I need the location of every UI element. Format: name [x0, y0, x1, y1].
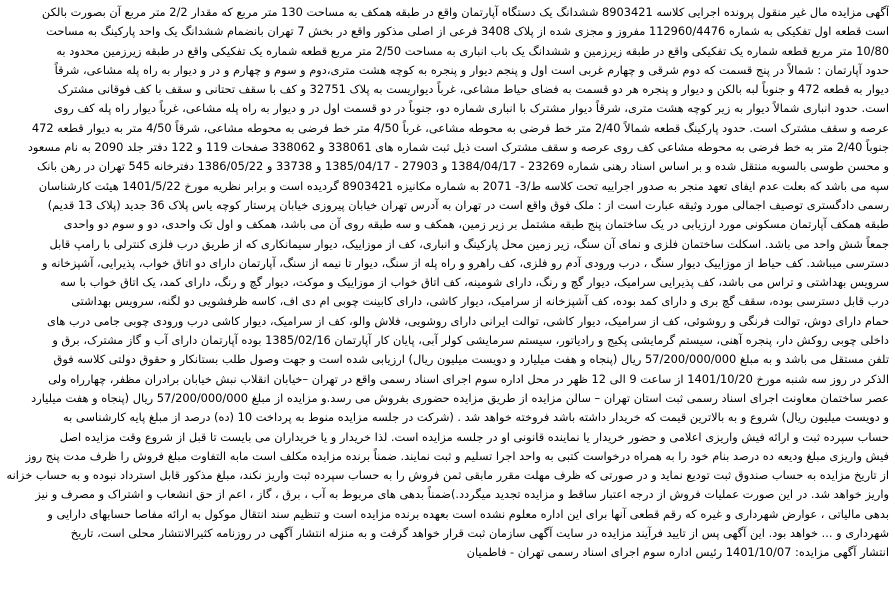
notice-line-7: عرصه و سقف مشترک است. حدود پارکینگ قطعه شمالاً 2/40 متر خط فرضی به محوطه مشاعی، غرباً 4/50 متر خط فرضی به محوطه مشاعی، شرقاً 4/50 متر به دیوار قطعه 472 — [31, 120, 889, 135]
notice-line-19: تلفن مستقل می باشد و به مبلغ 57/200/000/000 ریال (پنجاه و هفت میلیارد و دویست میلیون ریال) ارزیابی شده است و جهت وصول طلب بستانکار و حقوق دولتی کلاسه فوق — [53, 352, 889, 367]
notice-line-15: سرویس بهداشتی و تراس می باشد، کف پذیرایی سرامیک، دیوار گچ و رنگ، دارای شومینه، کف اتاق خواب از موزاییک و موکت، دیوار گچ و رنگ، دارای کمد، یک اتاق خواب با سه — [60, 275, 889, 290]
notice-line-20: الذکر در روز سه شنبه مورخ 1401/10/20 از ساعت 9 الی 12 ظهر در محل اداره سوم اجرای اسناد رسمی واقع در تهران –خیابان انقلاب نبش خیابان برادران مظفر، چهارراه ولی — [48, 371, 889, 386]
notice-line-5: دیوار به قطعه 472 و جنوباً لبه بالکن و دیوار و پنجره هر دو قسمت به فضای حیاط مشاعی، غرباً دیواریست به پلاک 32751 و کف با سقف تحتانی و سقف با کف فوقانی مشترک — [57, 82, 889, 97]
notice-line-11: رسمی دادگستری توصیف اجمالی مورد وثیقه عبارت است از : ملک فوق واقع است در تهران به آدرس تهران خیابان پیروزی خیابان پرستار کوچه یاس پلاک 36 جدید (پلاک 13 قدیم) — [47, 197, 889, 212]
notice-line-12: طبقه همکف آپارتمان مسکونی مورد ارزیابی در یک ساختمان پنج طبقه مشتمل بر زیر زمین، همکف و سه طبقه روی آن می باشد، همکف و اول تک واحدی، دو و سوم دو واحدی — [63, 217, 889, 232]
notice-line-17: حمام دارای دوش، توالت فرنگی و روشوئی، کف از سرامیک، دیوار کاشی، توالت ایرانی دارای روشویی، فلاش والو، کف از سرامیک، دیوار کاشی درب ورودی چوبی جامی درب های — [47, 313, 889, 328]
notice-line-18: داخلی چوبی روکش دار، پنجره آهنی، سیستم گرمایشی پکیج و رادیاتور، سیستم سرمایشی کولر آبی، پایان کار آپارتمان 1385/02/16 بوده آپارتمان دارای آب و گاز مشترک، برق و — [52, 333, 889, 348]
notice-line-6: است. حدود انباری شمالاً دیوار به زیر کوچه هشت متری، شرقاً دیوار مشترک با انباری شماره دو، جنوباً در دو قسمت اول در و دیوار به راه پله مشاعی، غرباً دیوار راه پله کف روی — [53, 101, 889, 116]
notice-line-9: و محسن طوسی بالسویه منتقل شده و بر اساس اسناد رهنی شماره 23269 - 1384/04/17 و 27903 - 1385/04/17 و 33738 و 1386/05/22 دفترخانه 545 تهران در رهن بانک — [37, 159, 889, 174]
notice-line-8: جنوباً 2/40 متر به خط فرضی به محوطه مشاعی کف روی عرصه و سقف مشترک است ذیل ثبت شماره های 338061 و 338062 صفحات 119 و 122 دفتر جلد 2090 به نام مسعود — [27, 140, 889, 155]
notice-line-25: از تاریخ مزایده به حساب صندوق ثبت تودیع نماید و در صورتی که ظرف مهلت مقرر مابقی ثمن فروش را به حساب سپرده ثبت واریز نکند، مبلغ مذکور قابل استرداد نبوده و به حساب خزانه — [6, 468, 889, 483]
notice-line-22: و دویست میلیون ریال) شروع و به بالاترین قیمت که خریدار داشته باشد فروخته خواهد شد . (شرکت در جلسه مزایده منوط به پرداخت 10 (ده) درصد از مبلغ پایه کارشناسی به — [62, 410, 889, 425]
notice-line-26: واریز خواهد شد. در این صورت عملیات فروش از درجه اعتبار ساقط و مزایده تجدید میگردد.)ضمناً بدهی های مربوط به آب ، برق ، گاز ، اعم از حق انشعاب و اشتراک و مصرف و نیز — [35, 487, 889, 502]
notice-line-4: حدود آپارتمان : شمالاً در پنج قسمت که دوم شرقی و چهارم غربی است اول و پنجم دیوار و پنجره به کوچه هشت متری،دوم و سوم و چهارم و در و دیوار به راه پله مشاعی، شرقاً — [54, 62, 889, 77]
notice-line-23: حساب سپرده ثبت و ارائه فیش واریزی اعلامی و حضور خریدار یا نماینده قانونی او در جلسه مزایده است. لذا خریدار و یا خریداران می بایست تا قبل از شروع وقت مزایده اصل — [59, 429, 889, 444]
notice-line-16: درب قابل دسترسی بوده، سقف گچ بری و دارای کمد بوده، کف آشپزخانه از سرامیک، دیوار کاشی، دارای کابینت چوبی ام دی اف، کاسه ظرفشویی دو لگنه، سرویس بهداشتی — [71, 294, 889, 309]
notice-line-28: شهرداری و ... خواهد بود. این آگهی پس از تایید فرآیند مزایده در سایت آگهی سازمان ثبت قرار خواهد گرفت و به منزله انتشار آگهی در روزنامه کثیرالانتشار محلی است، تاریخ — [70, 526, 889, 541]
notice-line-3: 10/80 متر مربع قطعه شماره یک تفکیکی واقع در طبقه زیرزمین و ششدانگ یک باب انباری به مساحت 2/50 متر مربع قطعه شماره یک تفکیکی واقع در طبقه زیرزمین محدود به — [56, 43, 889, 58]
notice-line-21: عصر ساختمان معاونت اجرای اسناد رسمی ثبت استان تهران – سالن مزایده از طریق مزایده حضوری بفروش می رسد.و مزایده از مبلغ 57/200/000/000 ریال (پنجاه و هفت میلیارد — [31, 390, 889, 405]
notice-line-24: فیش واریزی مبلغ ودیعه ده درصد بنام خود را به همراه درخواست کتبی به واحد اجرا تسلیم و ثبت نمایند. ضمناً برنده مزایده مکلف است مابه التفاوت مبلغ فروش را ظرف مدت پنج روز — [25, 448, 889, 463]
notice-line-13: جمعاً شش واحد می باشد. اسکلت ساختمان فلزی و نمای آن سنگ، زیر زمین محل پارکینگ و انباری، کف از موزاییک، دیوار سیمانکاری که از طریق درب فلزی کنترلی با رامپ قابل — [49, 236, 889, 251]
notice-line-1: آگهی مزایده مال غیر منقول پرونده اجرایی کلاسه 8903421 ششدانگ یک دستگاه آپارتمان واقع در طبقه همکف به مساحت 130 متر مربع که مقدار 2/2 متر مربع آن بصورت بالکن — [41, 5, 889, 19]
notice-line-14: دسترسی میباشد. کف حیاط از موزاییک دیوار سنگ ، درب ورودی آدم رو فلزی، کف راهرو و راه پله از سنگ، دیوار تا نیمه از سنگ، آپارتمان دارای دو اتاق خواب، پذیرایی، آشپزخانه و — [42, 255, 889, 270]
notice-line-27: بدهی مالیاتی ، عوارض شهرداری و غیره که رقم قطعی آنها برای این اداره معلوم نشده است بعهده برنده مزایده است و تنظیم سند انتقال موکول به ارائه مفاصا حسابهای دارایی و — [47, 506, 889, 521]
notice-line-29: انتشار آگهی مزایده: 1401/10/07 رئیس اداره سوم اجرای اسناد رسمی تهران - فاطمیان — [466, 545, 889, 560]
notice-line-10: سپه می باشد که بعلت عدم ایفای تعهد منجر به صدور اجراییه تحت کلاسه ط/3- 2071 به شماره مکانیزه 8903421 گردیده است و برابر نظریه مورخ 1401/5/22 هیئت کارشناسان — [38, 178, 889, 193]
notice-line-2: است قطعه اول تفکیکی به شماره 112960/4476 مفروز و مجزی شده از پلاک 3408 فرعی از اصلی مذکور واقع در بخش 7 تهران بانضمام ششدانگ یک واحد پارکینگ به مساحت — [46, 24, 889, 39]
